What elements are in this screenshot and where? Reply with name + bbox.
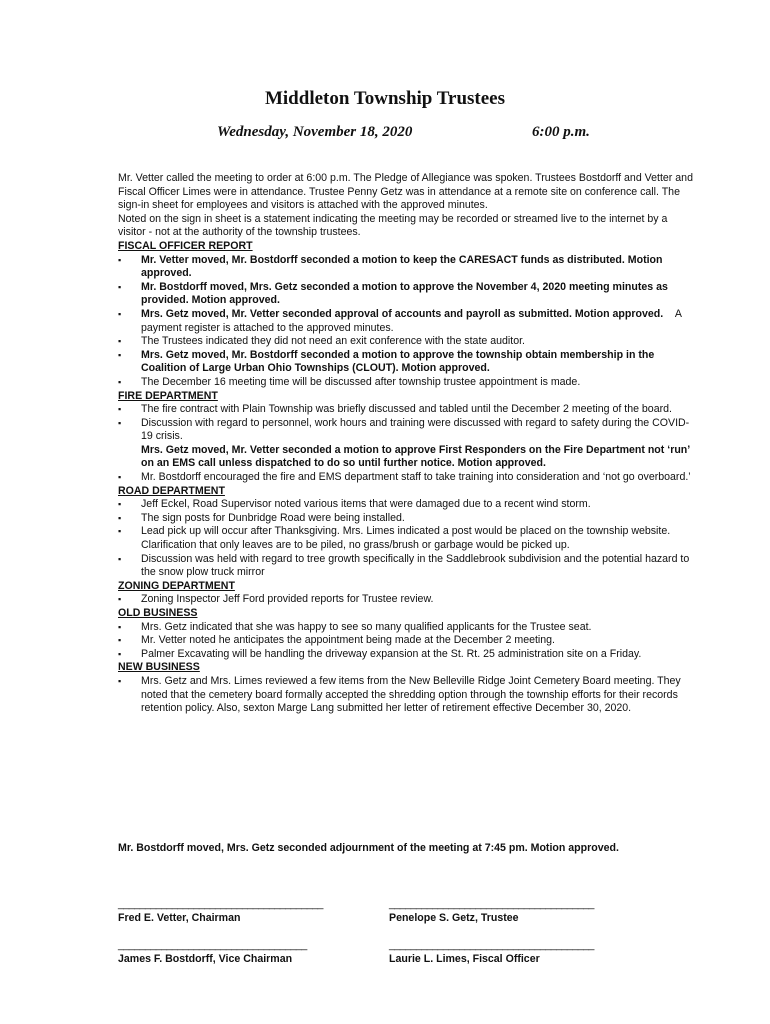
intro-paragraph: Mr. Vetter called the meeting to order at 6:00 p.m. The Pledge of Allegiance was spoken. Trustees Bostdorff and Vetter and Fiscal Officer Limes were in attendance. Trustee Penny Getz was in attendance at a remote site on conference call. The sign-in sheet for employees and visitors is attached with the approved minutes. <box>118 172 693 212</box>
zoning-list <box>118 593 693 607</box>
signature-line: ______________________________________ <box>389 939 594 951</box>
list-item: ▪ Mr. Vetter moved, Mr. Bostdorff seconded a motion to keep the CARESACT funds as distributed. Motion approved. <box>118 254 693 281</box>
signature-name: Fred E. Vetter, Chairman <box>118 911 241 924</box>
list-item: ▪ Mrs. Getz and Mrs. Limes reviewed a few items from the New Belleville Ridge Joint Cemetery Board meeting. They noted that the cemetery board formally accepted the shredding option through the township efforts for their records retention policy. Also, sexton Marge Lang submitted her letter of retirement effective December 30, 2020. <box>118 675 693 716</box>
page-title: Middleton Township Trustees <box>264 88 506 109</box>
list-item: ▪ Palmer Excavating will be handling the driveway expansion at the St. Rt. 25 administration site on a Friday. <box>118 648 693 662</box>
signature-line: ___________________________________ <box>118 939 307 951</box>
list-item: ▪ Mr. Vetter noted he anticipates the appointment being made at the December 2 meeting. <box>118 634 693 648</box>
list-item: ▪ Mr. Bostdorff encouraged the fire and EMS department staff to take training into consideration and ‘not go overboard.’ <box>118 471 693 485</box>
list-item: ▪ The Trustees indicated they did not need an exit conference with the state auditor. <box>118 335 693 349</box>
signature-name: Laurie L. Limes, Fiscal Officer <box>389 952 540 965</box>
minutes-body <box>118 172 693 716</box>
meeting-date: Wednesday, November 18, 2020 <box>217 124 413 140</box>
section-heading-road: ROAD DEPARTMENT <box>118 484 225 497</box>
road-list <box>118 498 693 580</box>
list-item: ▪ Discussion with regard to personnel, work hours and training were discussed with regard to safety during the COVID-19 crisis. <box>118 417 693 444</box>
meeting-time: 6:00 p.m. <box>532 124 590 140</box>
fire-list-continued <box>118 471 693 485</box>
section-heading-fiscal: FISCAL OFFICER REPORT <box>118 239 253 252</box>
section-heading-fire: FIRE DEPARTMENT <box>118 389 218 402</box>
signature-block-limes <box>389 939 594 966</box>
fiscal-list <box>118 254 693 390</box>
section-heading-new-business: NEW BUSINESS <box>118 661 200 674</box>
old-business-list <box>118 621 693 662</box>
signature-block-getz <box>389 898 594 925</box>
list-item: ▪ Mrs. Getz indicated that she was happy to see so many qualified applicants for the Trustee seat. <box>118 621 693 635</box>
section-heading-zoning: ZONING DEPARTMENT <box>118 579 235 592</box>
list-item: ▪ The sign posts for Dunbridge Road were being installed. <box>118 512 693 526</box>
signature-name: James F. Bostdorff, Vice Chairman <box>118 952 293 965</box>
signature-line: ______________________________________ <box>118 898 323 910</box>
note-text: A payment register is attached to the approved minutes. <box>141 307 682 334</box>
fire-list <box>118 403 693 444</box>
signature-block-bostdorff <box>118 939 307 966</box>
signature-name: Penelope S. Getz, Trustee <box>389 911 519 924</box>
list-item: ▪ Zoning Inspector Jeff Ford provided reports for Trustee review. <box>118 593 693 607</box>
list-item: ▪ Mrs. Getz moved, Mr. Bostdorff seconded a motion to approve the township obtain membership in the Coalition of Large Urban Ohio Townships (CLOUT). Motion approved. <box>118 349 693 376</box>
fire-motion: Mrs. Getz moved, Mr. Vetter seconded a motion to approve First Responders on the Fire Department not ‘run’ on an EMS call unless dispatched to do so until further notice. Motion approved. <box>141 443 690 470</box>
intro-note: Noted on the sign in sheet is a statement indicating the meeting may be recorded or streamed live to the internet by a visitor - not at the authority of the township trustees. <box>118 212 668 239</box>
list-item: ▪ Mr. Bostdorff moved, Mrs. Getz seconded a motion to approve the November 4, 2020 meeting minutes as provided. Motion approved. <box>118 281 693 308</box>
signature-line: ______________________________________ <box>389 898 594 910</box>
section-heading-old-business: OLD BUSINESS <box>118 607 198 619</box>
list-item: ▪ Jeff Eckel, Road Supervisor noted various items that were damaged due to a recent wind storm. <box>118 498 693 512</box>
list-item: ▪ Discussion was held with regard to tree growth specifically in the Saddlebrook subdivision and the potential hazard to the snow plow truck mirror <box>118 553 693 580</box>
motion-text: Mrs. Getz moved, Mr. Vetter seconded approval of accounts and payroll as submitted. Motion approved. <box>141 307 664 320</box>
new-business-list <box>118 675 693 716</box>
list-item <box>118 308 693 335</box>
list-item: ▪ Lead pick up will occur after Thanksgiving. Mrs. Limes indicated a post would be placed on the township website. Clarification that only leaves are to be piled, no grass/brush or garbage would be picked up. <box>118 525 693 552</box>
list-item: ▪ The December 16 meeting time will be discussed after township trustee appointment is made. <box>118 376 693 390</box>
signature-block-vetter <box>118 898 323 925</box>
list-item: ▪ The fire contract with Plain Township was briefly discussed and tabled until the December 2 meeting of the board. <box>118 403 693 417</box>
adjournment-motion: Mr. Bostdorff moved, Mrs. Getz seconded adjournment of the meeting at 7:45 pm. Motion approved. <box>118 842 619 854</box>
